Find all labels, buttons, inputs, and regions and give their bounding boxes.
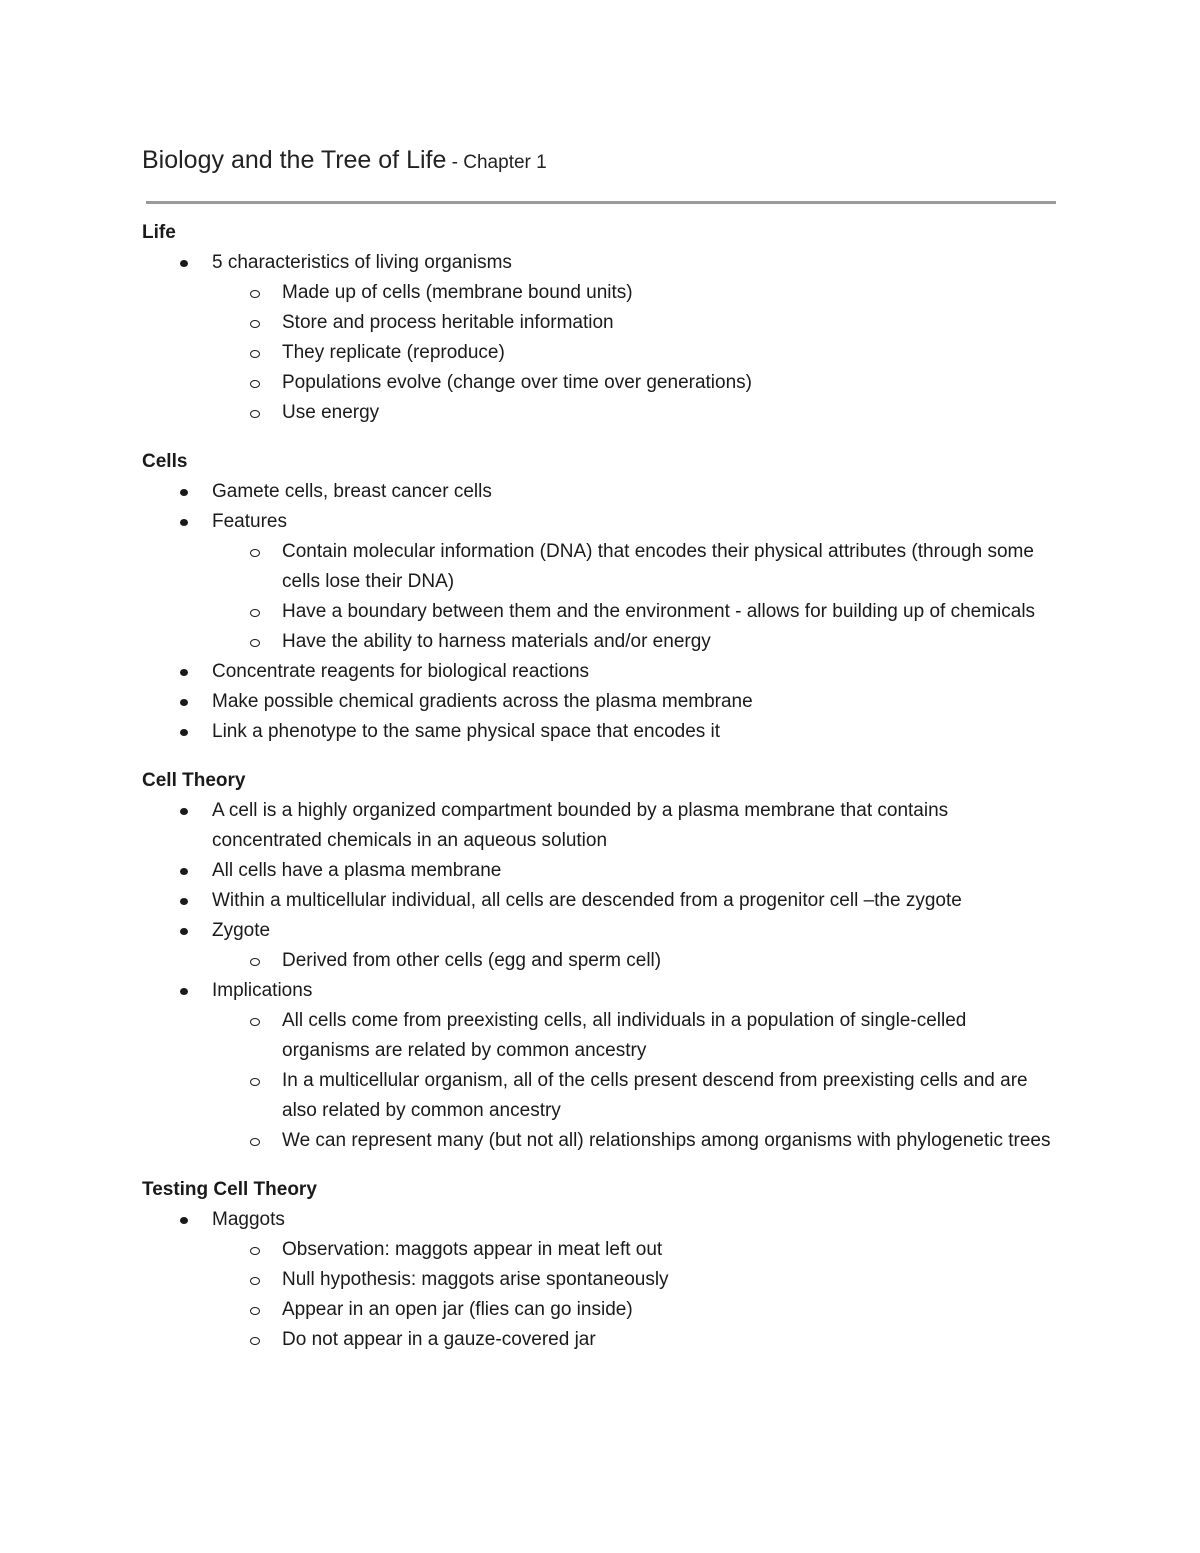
sub-list-item	[142, 338, 1056, 368]
list-item-text: 5 characteristics of living organisms	[212, 252, 512, 273]
list-item-text: Features	[212, 511, 287, 532]
sub-list-item-text: Use energy	[282, 402, 380, 423]
list-item	[142, 916, 1056, 976]
bullet-dot-icon	[180, 699, 188, 706]
list-item-text: Concentrate reagents for biological reactions	[212, 661, 590, 682]
section-heading: Testing Cell Theory	[142, 1179, 317, 1200]
sub-list-item-text: Contain molecular information (DNA) that encodes their physical attributes (through some cells lose their DNA)	[282, 541, 1034, 592]
bullet-list	[142, 248, 1056, 428]
list-item	[142, 248, 1056, 428]
sub-list	[212, 1006, 1056, 1156]
list-item-text: Make possible chemical gradients across the plasma membrane	[212, 691, 753, 712]
sub-list-item	[142, 1265, 1056, 1295]
sub-list-item-text: In a multicellular organism, all of the cells present descend from preexisting cells and are also related by common ancestry	[282, 1070, 1028, 1121]
sub-list-item-text: We can represent many (but not all) relationships among organisms with phylogenetic trees	[282, 1130, 1051, 1151]
sub-list-item-text: Populations evolve (change over time over generations)	[282, 372, 752, 393]
bullet-dot-icon	[180, 808, 188, 815]
sub-list-item	[142, 537, 1056, 597]
hollow-circle-bullet-icon	[250, 958, 260, 966]
bullet-dot-icon	[180, 260, 188, 267]
sub-list-item	[142, 1126, 1056, 1156]
list-item	[142, 856, 1056, 886]
bullet-dot-icon	[180, 928, 188, 935]
hollow-circle-bullet-icon	[250, 1247, 260, 1255]
section	[142, 766, 1056, 1156]
sub-list-item	[142, 597, 1056, 627]
bullet-dot-icon	[180, 519, 188, 526]
sub-list-item	[142, 308, 1056, 338]
bullet-dot-icon	[180, 988, 188, 995]
sub-list-item	[142, 946, 1056, 976]
bullet-dot-icon	[180, 489, 188, 496]
hollow-circle-bullet-icon	[250, 1277, 260, 1285]
hollow-circle-bullet-icon	[250, 639, 260, 647]
sub-list-item-text: They replicate (reproduce)	[282, 342, 505, 363]
hollow-circle-bullet-icon	[250, 1018, 260, 1026]
bullet-dot-icon	[180, 669, 188, 676]
sub-list-item	[142, 1235, 1056, 1265]
sub-list-item	[142, 1295, 1056, 1325]
section-heading: Cells	[142, 451, 188, 472]
hollow-circle-bullet-icon	[250, 380, 260, 388]
list-item-text: A cell is a highly organized compartment bounded by a plasma membrane that contains concentrated chemicals in an aqueous solution	[212, 800, 949, 851]
hollow-circle-bullet-icon	[250, 1307, 260, 1315]
sub-list-item	[142, 627, 1056, 657]
sub-list	[212, 1235, 1056, 1355]
sub-list	[212, 278, 1056, 428]
bullet-list	[142, 796, 1056, 1156]
sub-list-item-text: Do not appear in a gauze-covered jar	[282, 1329, 596, 1350]
sub-list-item-text: Appear in an open jar (flies can go inside)	[282, 1299, 633, 1320]
list-item	[142, 717, 1056, 747]
hollow-circle-bullet-icon	[250, 290, 260, 298]
list-item	[142, 687, 1056, 717]
list-item-text: Link a phenotype to the same physical space that encodes it	[212, 721, 721, 742]
bullet-dot-icon	[180, 868, 188, 875]
list-item-text: Zygote	[212, 920, 271, 941]
sub-list-item	[142, 398, 1056, 428]
list-item	[142, 507, 1056, 657]
hollow-circle-bullet-icon	[250, 549, 260, 557]
document-title	[142, 140, 1056, 183]
hollow-circle-bullet-icon	[250, 1078, 260, 1086]
list-item	[142, 1205, 1056, 1355]
sub-list-item-text: Observation: maggots appear in meat left out	[282, 1239, 663, 1260]
section-heading: Life	[142, 222, 176, 243]
list-item-text: All cells have a plasma membrane	[212, 860, 502, 881]
list-item-text: Gamete cells, breast cancer cells	[212, 481, 492, 502]
sub-list-item-text: Have the ability to harness materials and/or energy	[282, 631, 711, 652]
sub-list-item-text: Derived from other cells (egg and sperm cell)	[282, 950, 662, 971]
bullet-list	[142, 1205, 1056, 1355]
chapter-label: Chapter 1	[463, 152, 547, 173]
sub-list-item-text: Have a boundary between them and the environment - allows for building up of chemicals	[282, 601, 1036, 622]
sub-list-item-text: All cells come from preexisting cells, all individuals in a population of single-celled organisms are related by common ancestry	[282, 1010, 967, 1061]
hollow-circle-bullet-icon	[250, 1337, 260, 1345]
section	[142, 1175, 1056, 1355]
title-separator: -	[446, 152, 464, 173]
sections-container	[142, 218, 1056, 1355]
list-item	[142, 976, 1056, 1156]
section	[142, 218, 1056, 428]
section-heading: Cell Theory	[142, 770, 246, 791]
hollow-circle-bullet-icon	[250, 609, 260, 617]
bullet-dot-icon	[180, 729, 188, 736]
list-item	[142, 477, 1056, 507]
sub-list-item	[142, 1066, 1056, 1126]
sub-list-item-text: Store and process heritable information	[282, 312, 614, 333]
list-item-text: Within a multicellular individual, all cells are descended from a progenitor cell –the zygote	[212, 890, 962, 911]
sub-list	[212, 946, 1056, 976]
bullet-dot-icon	[180, 898, 188, 905]
hollow-circle-bullet-icon	[250, 350, 260, 358]
list-item-text: Maggots	[212, 1209, 285, 1230]
sub-list-item	[142, 368, 1056, 398]
bullet-list	[142, 477, 1056, 747]
list-item	[142, 796, 1056, 856]
hollow-circle-bullet-icon	[250, 320, 260, 328]
sub-list-item	[142, 1325, 1056, 1355]
horizontal-divider	[146, 201, 1056, 204]
sub-list-item-text: Null hypothesis: maggots arise spontaneously	[282, 1269, 669, 1290]
list-item-text: Implications	[212, 980, 313, 1001]
section	[142, 447, 1056, 747]
list-item	[142, 886, 1056, 916]
bullet-dot-icon	[180, 1217, 188, 1224]
hollow-circle-bullet-icon	[250, 410, 260, 418]
sub-list	[212, 537, 1056, 657]
document-page	[142, 140, 1056, 1355]
title-main: Biology and the Tree of Life	[142, 146, 447, 174]
sub-list-item	[142, 278, 1056, 308]
list-item	[142, 657, 1056, 687]
hollow-circle-bullet-icon	[250, 1138, 260, 1146]
sub-list-item-text: Made up of cells (membrane bound units)	[282, 282, 633, 303]
sub-list-item	[142, 1006, 1056, 1066]
